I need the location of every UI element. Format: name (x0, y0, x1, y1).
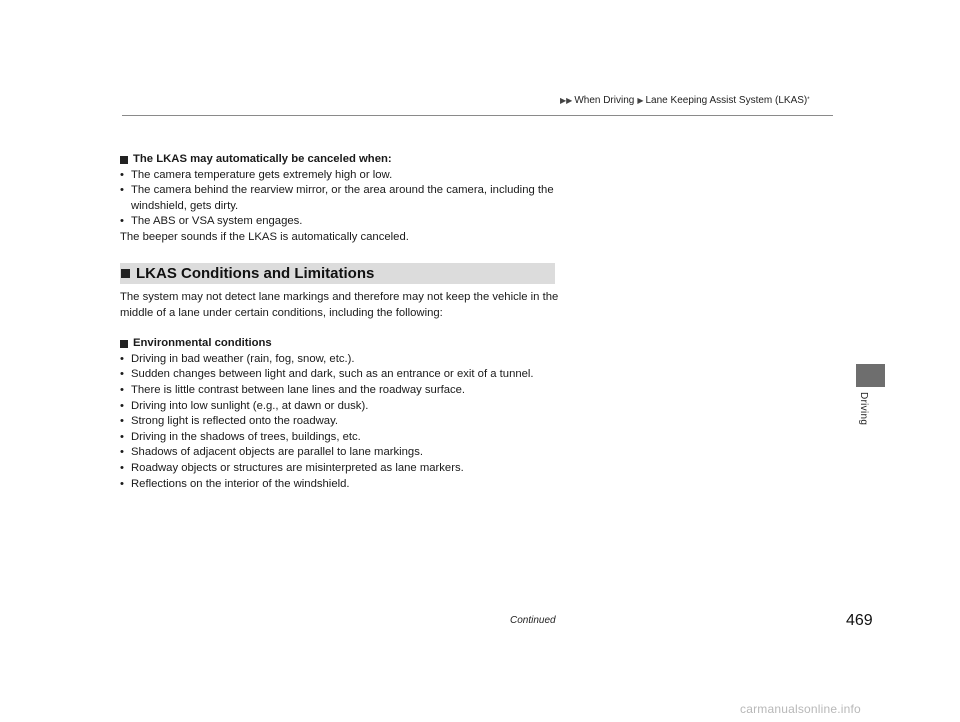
list-item-text: There is little contrast between lane lines and the roadway surface. (131, 383, 466, 396)
chapter-tab[interactable] (856, 364, 885, 387)
page-number: 469 (846, 612, 873, 629)
note-text: The beeper sounds if the LKAS is automatically canceled. (120, 230, 409, 243)
intro-text: The system may not detect lane markings and therefore may not keep the vehicle in the middle of a lane under certain conditions, including the following: (120, 291, 559, 319)
list-item-text: Driving in the shadows of trees, buildings, etc. (131, 430, 361, 443)
bullet-icon: • (120, 415, 124, 428)
section-auto-cancel (120, 152, 560, 246)
bullet-icon: • (120, 168, 124, 181)
section-title-bar (120, 263, 555, 284)
chapter-tab-label: Driving (858, 392, 869, 426)
section-title: LKAS Conditions and Limitations (136, 265, 375, 282)
list-item (120, 430, 560, 446)
subheading (120, 336, 560, 352)
list-item-text: Sudden changes between light and dark, such as an entrance or exit of a tunnel. (131, 368, 534, 381)
list-item (120, 477, 560, 493)
list-item-text: Shadows of adjacent objects are parallel to lane markings. (131, 446, 424, 459)
arrow-icon: ▶ (637, 95, 644, 105)
bullet-icon: • (120, 399, 124, 412)
square-icon (121, 269, 130, 278)
list-item-text: Strong light is reflected onto the roadway. (131, 415, 339, 428)
subheading-text: The LKAS may automatically be canceled when: (133, 153, 392, 165)
list-item-text: The camera behind the rearview mirror, or the area around the camera, including the windshield, gets dirty. (131, 184, 554, 212)
bullet-icon: • (120, 461, 124, 474)
list-item-text: Driving into low sunlight (e.g., at dawn or dusk). (131, 399, 369, 412)
list-item (120, 445, 560, 461)
arrow-icon: ▶▶ (560, 95, 573, 105)
list-item (120, 414, 560, 430)
bullet-icon: • (120, 430, 124, 443)
list-item (120, 183, 560, 214)
list-item-text: Reflections on the interior of the windshield. (131, 477, 350, 490)
list-item-text: The ABS or VSA system engages. (131, 215, 303, 228)
square-icon (120, 156, 128, 164)
list-item (120, 352, 560, 368)
header-rule (122, 115, 833, 116)
bullet-icon: • (120, 184, 124, 197)
list-item (120, 367, 560, 383)
list-item-text: The camera temperature gets extremely high or low. (131, 168, 393, 181)
breadcrumb (560, 92, 810, 108)
list-item (120, 383, 560, 399)
square-icon (120, 340, 128, 348)
list-item (120, 461, 560, 477)
section-conditions (120, 290, 560, 492)
continued-label: Continued (510, 615, 556, 626)
bullet-icon: • (120, 368, 124, 381)
bullet-icon: • (120, 477, 124, 490)
subheading (120, 152, 560, 168)
list-item-text: Roadway objects or structures are misinterpreted as lane markers. (131, 461, 464, 474)
list-item-text: Driving in bad weather (rain, fog, snow, etc.). (131, 352, 355, 365)
subheading-text: Environmental conditions (133, 337, 272, 350)
bullet-icon: • (120, 215, 124, 228)
list-item (120, 168, 560, 184)
footnote-marker: * (807, 97, 810, 103)
bullet-icon: • (120, 352, 124, 365)
bullet-icon: • (120, 383, 124, 396)
list-item (120, 399, 560, 415)
bullet-icon: • (120, 446, 124, 459)
list-item (120, 214, 560, 230)
breadcrumb-item[interactable]: Lane Keeping Assist System (LKAS) (645, 94, 808, 106)
watermark: carmanualsonline.info (740, 702, 861, 716)
breadcrumb-item[interactable]: When Driving (574, 94, 635, 106)
